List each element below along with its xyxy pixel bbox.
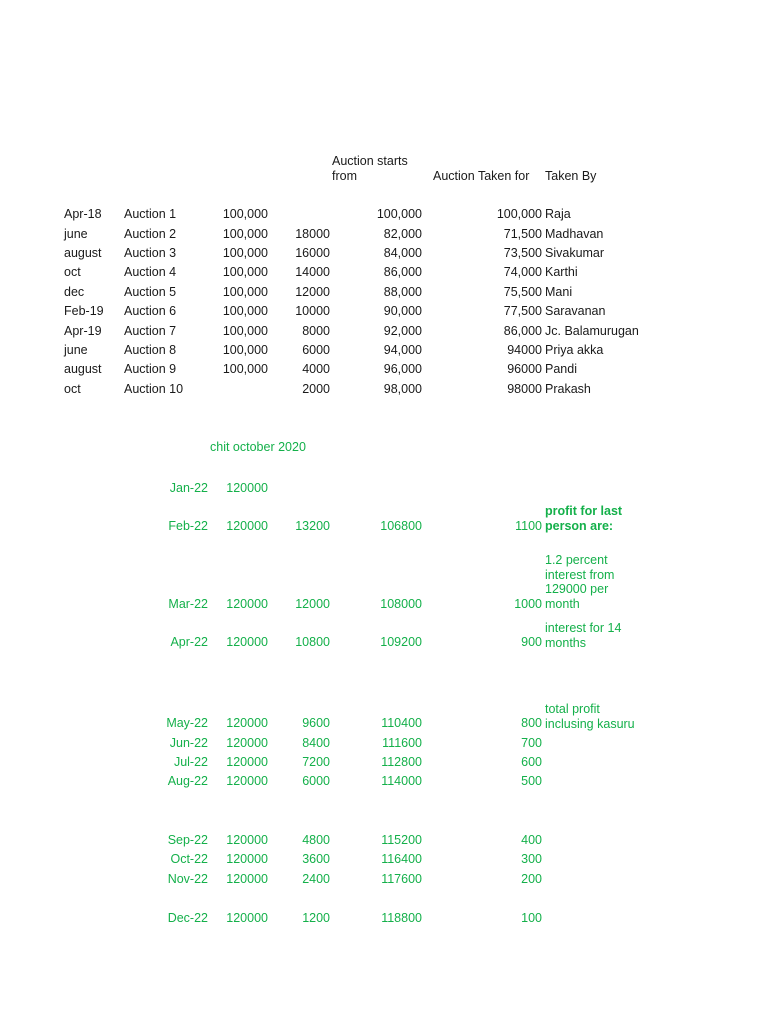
chit-cell-payable: 106800	[380, 519, 422, 533]
chit-cell-payable: 116400	[381, 852, 422, 866]
chit-cell-discount: 4800	[302, 833, 330, 847]
chit-cell-month: Apr-22	[170, 635, 208, 649]
chit-cell-discount: 13200	[295, 519, 330, 533]
auction-cell-amount: 100,000	[222, 207, 268, 221]
chit-cell-amount: 120000	[226, 736, 268, 750]
chit-cell-payable: 108000	[380, 597, 422, 611]
chit-cell-month: May-22	[166, 716, 208, 730]
auction-cell-discount: 10000	[295, 304, 330, 318]
chit-cell-discount: 1200	[302, 911, 330, 925]
auction-cell-taken-by: Pandi	[545, 362, 577, 376]
chit-cell-month: Sep-22	[167, 833, 208, 847]
chit-cell-profit: 300	[521, 852, 542, 866]
auction-cell-starts-from: 98,000	[383, 382, 422, 396]
chit-cell-amount: 120000	[226, 716, 268, 730]
chit-cell-discount: 2400	[302, 872, 330, 886]
chit-cell-amount: 120000	[226, 872, 268, 886]
auction-cell-discount: 16000	[295, 246, 330, 260]
chit-cell-discount: 10800	[295, 635, 330, 649]
chit-cell-profit: 100	[521, 911, 542, 925]
chit-cell-month: Oct-22	[170, 852, 208, 866]
auction-cell-discount: 6000	[302, 343, 330, 357]
chit-cell-payable: 118800	[381, 911, 422, 925]
chit-cell-payable: 110400	[381, 716, 422, 730]
auction-cell-name: Auction 4	[124, 265, 177, 279]
chit-cell-discount: 6000	[302, 774, 330, 788]
auction-cell-name: Auction 8	[124, 343, 177, 357]
chit-cell-amount: 120000	[226, 774, 268, 788]
header-taken-by: Taken By	[545, 169, 597, 183]
auction-cell-amount: 100,000	[222, 285, 268, 299]
chit-cell-amount: 120000	[226, 755, 268, 769]
chit-cell-amount: 120000	[226, 833, 268, 847]
chit-cell-month: Jul-22	[173, 755, 208, 769]
auction-cell-taken-for: 86,000	[503, 324, 542, 338]
chit-cell-month: Nov-22	[167, 872, 208, 886]
auction-cell-amount: 100,000	[222, 265, 268, 279]
chit-cell-amount: 120000	[226, 911, 268, 925]
auction-cell-amount: 100,000	[222, 362, 268, 376]
chit-cell-profit: 400	[521, 833, 542, 847]
chit-cell-profit: 600	[521, 755, 542, 769]
auction-cell-name: Auction 6	[124, 304, 177, 318]
auction-cell-name: Auction 1	[124, 207, 177, 221]
auction-cell-starts-from: 88,000	[383, 285, 422, 299]
auction-cell-starts-from: 86,000	[383, 265, 422, 279]
auction-cell-starts-from: 92,000	[383, 324, 422, 338]
header-auction-taken-for: Auction Taken for	[433, 169, 530, 183]
auction-cell-amount: 100,000	[222, 343, 268, 357]
auction-cell-date: june	[64, 343, 88, 357]
chit-cell-amount: 120000	[226, 852, 268, 866]
auction-cell-taken-by: Priya akka	[545, 343, 604, 357]
auction-cell-date: dec	[64, 285, 85, 299]
note-interest-months: interest for 14 months	[545, 621, 622, 650]
chit-cell-profit: 1000	[514, 597, 542, 611]
auction-cell-discount: 2000	[302, 382, 330, 396]
auction-cell-discount: 8000	[302, 324, 330, 338]
auction-cell-taken-by: Sivakumar	[545, 246, 605, 260]
chit-cell-profit: 1100	[515, 519, 542, 533]
auction-cell-discount: 18000	[295, 227, 330, 241]
chit-cell-discount: 12000	[295, 597, 330, 611]
chit-cell-amount: 120000	[226, 519, 268, 533]
auction-cell-discount: 14000	[295, 265, 330, 279]
note-total-profit: total profit inclusing kasuru	[545, 702, 635, 731]
chit-cell-payable: 117600	[381, 872, 422, 886]
auction-cell-date: oct	[64, 265, 81, 279]
chit-cell-amount: 120000	[226, 481, 268, 495]
auction-cell-taken-by: Karthi	[545, 265, 578, 279]
auction-cell-taken-for: 71,500	[503, 227, 542, 241]
chit-cell-month: Dec-22	[167, 911, 208, 925]
chit-cell-discount: 8400	[302, 736, 330, 750]
chit-cell-amount: 120000	[226, 597, 268, 611]
chit-cell-month: Jan-22	[169, 481, 208, 495]
auction-cell-date: Apr-19	[64, 324, 102, 338]
chit-cell-month: Jun-22	[169, 736, 208, 750]
auction-cell-date: august	[64, 362, 102, 376]
auction-cell-amount: 100,000	[222, 246, 268, 260]
chit-cell-amount: 120000	[226, 635, 268, 649]
auction-cell-amount: 100,000	[222, 304, 268, 318]
auction-cell-taken-for: 75,500	[503, 285, 542, 299]
chit-title: chit october 2020	[210, 440, 306, 454]
auction-cell-date: august	[64, 246, 102, 260]
auction-cell-amount: 100,000	[222, 227, 268, 241]
chit-cell-month: Mar-22	[168, 597, 208, 611]
chit-cell-payable: 115200	[381, 833, 422, 847]
chit-cell-payable: 112800	[381, 755, 422, 769]
auction-cell-taken-for: 98000	[507, 382, 542, 396]
auction-cell-name: Auction 5	[124, 285, 177, 299]
auction-cell-taken-for: 100,000	[496, 207, 542, 221]
chit-cell-profit: 700	[521, 736, 542, 750]
auction-cell-date: Feb-19	[64, 304, 104, 318]
chit-cell-discount: 7200	[302, 755, 330, 769]
auction-cell-discount: 12000	[295, 285, 330, 299]
note-profit-last-person: profit for last person are:	[545, 504, 623, 533]
auction-cell-starts-from: 90,000	[383, 304, 422, 318]
auction-cell-name: Auction 10	[124, 382, 184, 396]
chit-cell-month: Aug-22	[167, 774, 208, 788]
auction-cell-starts-from: 82,000	[383, 227, 422, 241]
auction-cell-taken-by: Saravanan	[545, 304, 606, 318]
auction-cell-amount: 100,000	[222, 324, 268, 338]
chit-cell-payable: 114000	[381, 774, 422, 788]
auction-cell-name: Auction 7	[124, 324, 177, 338]
chit-cell-month: Feb-22	[168, 519, 208, 533]
auction-cell-taken-for: 73,500	[503, 246, 542, 260]
chit-cell-discount: 9600	[302, 716, 330, 730]
auction-cell-date: Apr-18	[64, 207, 102, 221]
auction-cell-taken-for: 74,000	[503, 265, 542, 279]
chit-cell-payable: 109200	[380, 635, 422, 649]
auction-cell-name: Auction 2	[124, 227, 177, 241]
chit-cell-profit: 200	[521, 872, 542, 886]
auction-cell-taken-by: Mani	[545, 285, 573, 299]
auction-cell-starts-from: 96,000	[383, 362, 422, 376]
note-interest-rate: 1.2 percent interest from 129000 per month	[545, 553, 615, 611]
chit-cell-discount: 3600	[302, 852, 330, 866]
auction-cell-date: june	[64, 227, 88, 241]
auction-cell-taken-for: 96000	[507, 362, 542, 376]
auction-cell-starts-from: 84,000	[383, 246, 422, 260]
auction-cell-taken-by: Prakash	[545, 382, 591, 396]
auction-cell-taken-for: 94000	[507, 343, 542, 357]
auction-cell-starts-from: 100,000	[376, 207, 422, 221]
chit-cell-profit: 500	[521, 774, 542, 788]
auction-cell-name: Auction 3	[124, 246, 177, 260]
auction-cell-starts-from: 94,000	[383, 343, 422, 357]
auction-cell-date: oct	[64, 382, 81, 396]
auction-cell-discount: 4000	[302, 362, 330, 376]
auction-cell-taken-by: Jc. Balamurugan	[545, 324, 639, 338]
chit-cell-profit: 900	[521, 635, 542, 649]
chit-cell-profit: 800	[521, 716, 542, 730]
header-auction-starts-from: Auction starts from	[332, 154, 408, 183]
auction-cell-taken-for: 77,500	[503, 304, 542, 318]
auction-cell-taken-by: Raja	[545, 207, 571, 221]
chit-cell-payable: 111600	[382, 736, 422, 750]
auction-cell-name: Auction 9	[124, 362, 177, 376]
auction-cell-taken-by: Madhavan	[545, 227, 604, 241]
